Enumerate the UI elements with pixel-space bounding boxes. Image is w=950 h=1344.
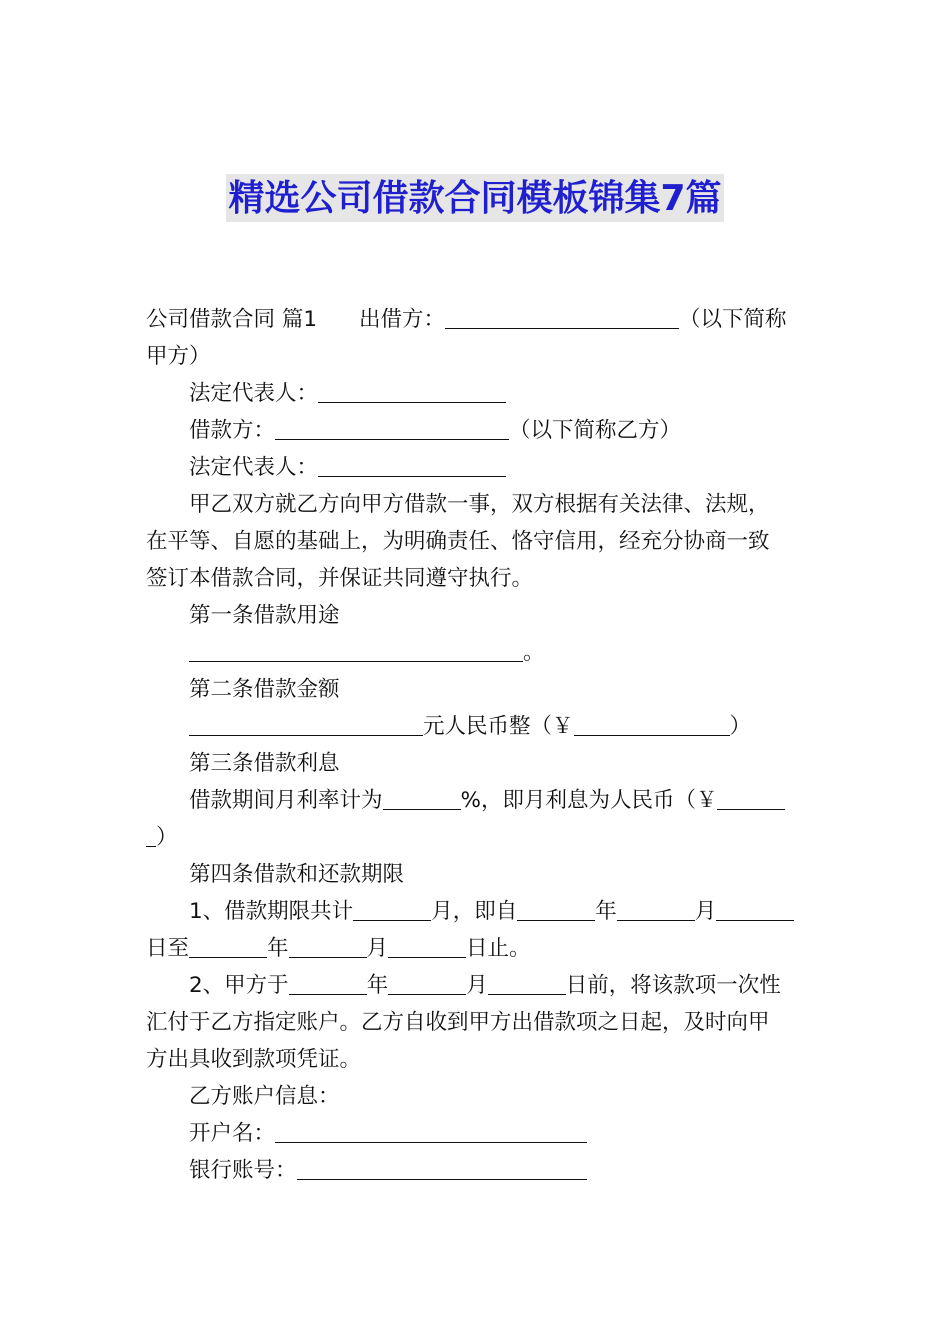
article4-item2 bbox=[146, 967, 806, 1004]
item2-line-2: 汇付于乙方指定账户。乙方自收到甲方出借款项之日起，及时向甲 bbox=[146, 1010, 770, 1035]
pay-month-blank[interactable] bbox=[388, 968, 466, 995]
contract-heading: 公司借款合同 篇1 bbox=[146, 307, 318, 332]
intro-line-2: 在平等、自愿的基础上，为明确责任、恪守信用，经充分协商一致 bbox=[146, 529, 770, 554]
title-text: 精选公司借款合同模板锦集7篇 bbox=[226, 174, 723, 222]
item1-text-c: 年 bbox=[595, 899, 617, 924]
lender-rep-line bbox=[146, 375, 806, 412]
amount-number-blank[interactable] bbox=[574, 709, 730, 736]
article3-close: ） bbox=[156, 825, 178, 850]
item1-text-e: 日至 bbox=[146, 936, 190, 961]
lender-suffix: （以下简称 bbox=[679, 307, 787, 332]
article4-title: 第四条借款和还款期限 bbox=[189, 862, 405, 887]
page-title bbox=[0, 174, 950, 222]
end-day-blank[interactable] bbox=[388, 931, 466, 958]
lender-rep-label: 法定代表人： bbox=[189, 381, 319, 406]
start-day-blank[interactable] bbox=[716, 894, 794, 921]
article3-text-a: 借款期间月利率计为 bbox=[189, 788, 383, 813]
borrower-rep-line bbox=[146, 449, 806, 486]
item1-text-g: 月 bbox=[366, 936, 389, 961]
account-title: 乙方账户信息： bbox=[189, 1084, 340, 1109]
borrower-label: 借款方： bbox=[189, 418, 276, 443]
article2-close: ） bbox=[729, 714, 752, 739]
amount-words-blank[interactable] bbox=[189, 709, 423, 736]
item2-text-c: 月 bbox=[466, 973, 488, 998]
interest-blank-cont[interactable] bbox=[146, 820, 156, 847]
item1-text-h: 日止。 bbox=[466, 936, 531, 961]
borrower-rep-label: 法定代表人： bbox=[189, 455, 319, 480]
rate-blank[interactable] bbox=[383, 783, 461, 810]
pay-day-blank[interactable] bbox=[488, 968, 566, 995]
item2-text-d: 日前，将该款项一次性 bbox=[565, 973, 781, 998]
pay-year-blank[interactable] bbox=[289, 968, 367, 995]
account-number-line bbox=[146, 1152, 806, 1189]
article2-line bbox=[146, 708, 806, 745]
end-year-blank[interactable] bbox=[189, 931, 267, 958]
item1-text-d: 月 bbox=[694, 899, 717, 924]
article3-line-2 bbox=[146, 819, 806, 856]
account-name-line bbox=[146, 1115, 806, 1152]
article3-line bbox=[146, 782, 806, 819]
start-year-blank[interactable] bbox=[517, 894, 595, 921]
term-months-blank[interactable] bbox=[353, 894, 431, 921]
article1-line bbox=[146, 634, 806, 671]
borrower-blank[interactable] bbox=[275, 413, 509, 440]
article1-title: 第一条借款用途 bbox=[189, 603, 340, 628]
intro-line-3: 签订本借款合同，并保证共同遵守执行。 bbox=[146, 566, 534, 591]
borrower-suffix: （以下简称乙方） bbox=[509, 418, 682, 443]
lender-line-2 bbox=[146, 338, 806, 375]
item1-text-f: 年 bbox=[267, 936, 289, 961]
intro-line-1: 甲乙双方就乙方向甲方借款一事，双方根据有关法律、法规， bbox=[189, 492, 770, 517]
purpose-blank[interactable] bbox=[189, 635, 523, 662]
lender-blank[interactable] bbox=[445, 302, 679, 329]
account-number-label: 银行账号： bbox=[189, 1158, 297, 1183]
lender-label: 出借方： bbox=[359, 307, 446, 332]
lender-suffix-2: 甲方） bbox=[146, 344, 211, 369]
article2-text: 元人民币整（￥ bbox=[423, 714, 574, 739]
document-body bbox=[146, 301, 806, 1189]
borrower-line bbox=[146, 412, 806, 449]
item2-text-b: 年 bbox=[366, 973, 389, 998]
item1-text-a: 1、借款期限共计 bbox=[189, 899, 354, 924]
article4-item1-line2 bbox=[146, 930, 806, 967]
account-name-label: 开户名： bbox=[189, 1121, 276, 1146]
interest-blank[interactable] bbox=[717, 783, 785, 810]
item2-text-a: 2、甲方于 bbox=[189, 973, 289, 998]
lender-line bbox=[146, 301, 806, 338]
item1-text-b: 月，即自 bbox=[431, 899, 518, 924]
article1-end: 。 bbox=[523, 640, 545, 665]
account-number-blank[interactable] bbox=[297, 1153, 587, 1180]
article2-title: 第二条借款金额 bbox=[189, 677, 340, 702]
start-month-blank[interactable] bbox=[617, 894, 695, 921]
lender-rep-blank[interactable] bbox=[318, 376, 506, 403]
article4-item1 bbox=[146, 893, 806, 930]
item2-line-3: 方出具收到款项凭证。 bbox=[146, 1047, 362, 1072]
borrower-rep-blank[interactable] bbox=[318, 450, 506, 477]
account-name-blank[interactable] bbox=[275, 1116, 587, 1143]
article3-title: 第三条借款利息 bbox=[189, 751, 340, 776]
end-month-blank[interactable] bbox=[289, 931, 367, 958]
article3-text-b: %，即月利息为人民币（￥ bbox=[460, 788, 718, 813]
